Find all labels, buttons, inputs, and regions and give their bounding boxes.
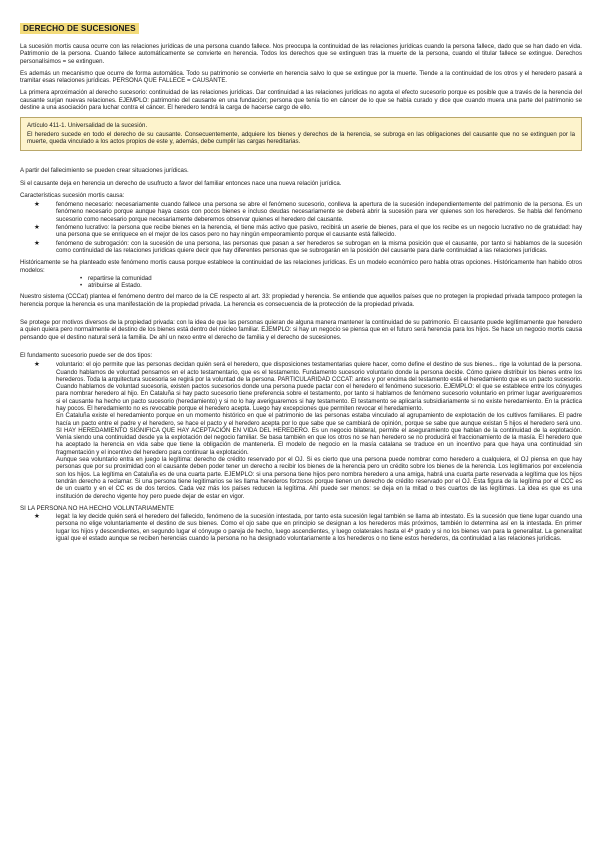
list-item: ★ fenómeno necesario: necesariamente cuando fallece una persona se abre el fenómeno sucesorio, conlleva la apertura de la sucesión independientemente del patrimonio de la persona. Es un fenómeno necesario porque aunque haya casos con pocos bienes e incluso deudas necesariamente se deberá abrir la sucesión para ver quienes son los herederos. Se habla del fenómeno sucesorio como necesario porque necesariamente deberemos observar quienes el heredero del causante. [34, 201, 582, 223]
list-item: • atribuirse al Estado. [80, 282, 142, 290]
document-title: DERECHO DE SUCESIONES [20, 23, 139, 34]
protection-paragraph: Se protege por motivos diversos de la propiedad privada: con la idea de que las personas quieran de alguna manera mantener la continuidad de su patrimonio. El causante puede legítimamente que heredero a quien quiera pero normalmente el destino de los bienes está dentro del núcleo familiar. EJEMPLO: si hay un negocio se piensa que en el futuro será herencia para los hijos. Se hace un negocio mortis causa pensando que el destino natural será la familia. De ahí un nexo entre el derecho de familia y el derecho de sucesiones. [20, 319, 582, 341]
historical-options-list [20, 275, 582, 290]
no-will-heading: SI LA PERSONA NO HA HECHO VOLUNTARIAMENTE [20, 504, 174, 512]
list-item: • repartirse la comunidad [80, 274, 152, 282]
voluntary-text-3: Aunque sea voluntario entra en juego la legítima: derecho de crédito reservado por el OJ. Si es cierto que una persona puede nombrar como heredero a cualquiera, el OJ piensa en que hay personas que por su proximidad con el causante deben poder tener un derecho a recibir los bienes de la herencia pero un crédito sobre los bienes de la herencia. Los legitimarios por excelencia son los hijos. La legítima en Cataluña es de una cuarta parte. EJEMPLO: si una persona tiene hijos pero nombra heredero a una amiga, habrá una cuarta parte reservada a legítima que los hijos tendrán derecho a reclamar. Si una persona tiene legitimarios se les llama herederos forzosos porque tienen un derecho de crédito reservado por el OJ. Esta figura de la legítima por el CCC es de un cuarto y en el CC es de dos tercios. Cada vez más los países reducen la legítima. Ahí puede ser menos: se deja en la mitad o tres cuartos de las legítimas. La idea es que es una institución de derecho vigente hoy pero puede dejar de estar en vigor. [56, 456, 582, 500]
article-heading: Artículo 411-1. Universalidad de la sucesión. [27, 122, 148, 130]
after-article-paragraph-1: A partir del fallecimiento se pueden crear situaciones jurídicas. [20, 167, 189, 175]
bullet-icon: • [80, 274, 83, 282]
list-item: ★ legal: la ley decide quién será el heredero del fallecido, fenómeno de la sucesión intestada, por tanto esta sucesión legal también se llama ab intestato. Es la sucesión que tiene lugar cuando una persona no elige voluntariamente el destino de sus bienes. Como el ojo sabe que en principio se designan a los herederos más próximos, también lo determina así en la intestada. En primer lugar los hijos y descendientes, en segundo lugar el cónyuge o pareja de hecho, luego ascendientes, y luego colaterales hasta el 4º grado y si no los bienes van para la generalitat. La generalitat igual que el estado aunque se reciben herencias cuando la persona no ha designado voluntariamente a los herederos o no tiene estos herederos, da continuidad a las relaciones jurídicas. [34, 513, 582, 543]
foundation-list [20, 361, 582, 500]
bullet-icon: • [80, 282, 83, 290]
article-quote-box [20, 117, 582, 151]
article-body: El heredero sucede en todo el derecho de su causante. Consecuentemente, adquiere los bienes y derechos de la herencia, se subroga en las obligaciones del causante que no se extinguen por la muerte, queda vinculado a los actos propios de este y, además, debe cumplir las cargas hereditarias. [27, 130, 575, 145]
legal-list [20, 513, 582, 542]
foundation-label: El fundamento sucesorio puede ser de dos tipos: [20, 351, 153, 359]
list-item: ★ fenómeno lucrativo: la persona que recibe bienes en la herencia, el tiene más activo que pasivo, recibirá un aserie de bienes, para el que los recibe es un negocio lucrativo no de gratuidad: hay una persona que se enriquece en el mejor de los casos pero no hay ningún empeoramiento porque el causante está fallecido. [34, 224, 582, 239]
star-bullet-icon: ★ [34, 224, 40, 232]
intro-paragraph-3: La primera aproximación al derecho sucesorio: continuidad de las relaciones jurídicas. Dar continuidad a las relaciones jurídicas no agota el efecto sucesorio porque es posible que a través de la herencia del causante surjan nuevas relaciones. EJEMPLO: patrimonio del causante en una fundación; persona que tenía tío en cáncer de lo que se había curado y dice que cuando muera una parte del patrimonio se destine a una asociación para luchar contra el cáncer. El heredero tendrá la carga de hacerse cargo de ello. [20, 89, 582, 112]
characteristics-list [20, 201, 582, 254]
characteristics-label: Características sucesión mortis causa: [20, 191, 125, 199]
intro-paragraph-2: Es además un mecanismo que ocurre de forma automática. Todo su patrimonio se convierte en herencia salvo lo que se extingue por la muerte. Tiende a la continuidad de los otros y el heredero pasará a tramitar esas relaciones jurídicas. PERSONA QUE FALLECE = CAUSANTE. [20, 69, 582, 85]
voluntary-text-1: voluntario: el ojo permite que las personas decidan quién será el heredero, que disposiciones testamentarias quiere hacer, como define el destino de sus bienes... rige la voluntad de la persona. Cuando hablamos de voluntad pensamos en el acto testamentario, que es el testamento. Fundamento sucesorio voluntario donde la persona decide. Cómo quiere distribuir los bienes entre los herederos. Toda la arquitectura sucesoria se regirá por la voluntad de la persona. PARTICULARIDAD CCCAT: antes y por encima del testamento está el heredamiento que es un pacto sucesorio. Cuando hablamos de voluntad sucesoria, existen pactos sucesorios donde una persona puede pactar con el heredero el fenómeno sucesorio. EJEMPLO: el que se establece entre los cónyuges para nombrar heredero al hijo. En Cataluña si hay pacto sucesorio tiene preferencia sobre el testamento, por tanto si hablamos de fenómeno sucesorio voluntario en primer lugar averiguaremos si el causante ha hecho un pacto sucesorio (heredamiento) y si no lo hay averiguaremos si hay testamento. El testamento se aplicaría subsidiariamente si no existe heredamiento. En la práctica hay pocos. El heredamiento no es revocable porque el heredero acepta. Luego hay excepciones que permiten revocar el heredamiento. [56, 361, 582, 412]
star-bullet-icon: ★ [34, 361, 40, 369]
star-bullet-icon: ★ [34, 239, 40, 247]
star-bullet-icon: ★ [34, 513, 40, 521]
after-article-paragraph-2: Si el causante deja en herencia un derecho de usufructo a favor del familiar entonces nace una nueva relación jurídica. [20, 179, 342, 187]
intro-paragraph-1: La sucesión mortis causa ocurre con las relaciones jurídicas de una persona cuando fallece. Nos preocupa la continuidad de las relaciones jurídicas cuando la persona fallece, dado que se han dado en vida. Patrimonio de la persona. Cuando fallece automáticamente se convierte en herencia. Todos los derechos que se extinguen tras la muerte de la persona, cuando el titular fallece se extingue. Derechos personalísimos = se extinguen. [20, 43, 582, 65]
voluntary-text-2: En Cataluña existe el heredamiento porque en un momento histórico en que el patrimonio de las personas estaba vinculado al agrupamiento de explotación de los cultivos familiares. El padre hacía un pacto entre el padre y el heredero, se hace el pacto y el heredero acepta por lo que sabe que se cambiará de opinión, porque se sabe que aunque existan 5 hijos el heredero será uno. SI HAY HEREDAMIENTO SIGNIFICA QUE HAY ACEPTACIÓN EN VIDA DEL HEREDERO. Es un negocio bilateral, permite el aseguramiento que hablan de la continuidad de la explotación. Venía siendo una continuidad desde ya la explotación del negocio familiar. Se basa también en que los otros no se han heredero se no producirá el fraccionamiento de la masía. El heredero que ha aceptado la herencia en vida sabe que tiene la obligación de mantenerla. El modelo de negocio en la masía catalana se traduce en un incentivo para que haya una continuidad sin fragmentación y el incentivo del heredero para continuar la explotación. [56, 412, 582, 456]
list-item: ★ fenómeno de subrogación: con la sucesión de una persona, las personas que pasan a ser herederos se subrogan en la misma posición que el causante, por tanto si hablamos de la sucesión como continuidad de las relaciones jurídicas quiere decir que hay diferentes personas que se subrogarán en la posición del causante para darle continuidad a las relaciones jurídicas. [34, 239, 582, 254]
list-item [34, 361, 582, 500]
historical-paragraph: Históricamente se ha planteado este fenómeno mortis causa porque establece la continuidad de las relaciones jurídicas. Es un modelo económico pero habla otras opciones. Históricamente han habido otros modelos: [20, 259, 582, 274]
star-bullet-icon: ★ [34, 201, 40, 209]
system-paragraph: Nuestro sistema (CCCat) plantea el fenómeno dentro del marco de la CE respecto al art. 33: propiedad y herencia. Se entiende que aquellos países que no protegen la propiedad privada tampoco protegen la herencia porque la herencia es una manifestación de la propiedad privada. La herencia es consecuencia de la protección de la propiedad privada. [20, 293, 582, 308]
